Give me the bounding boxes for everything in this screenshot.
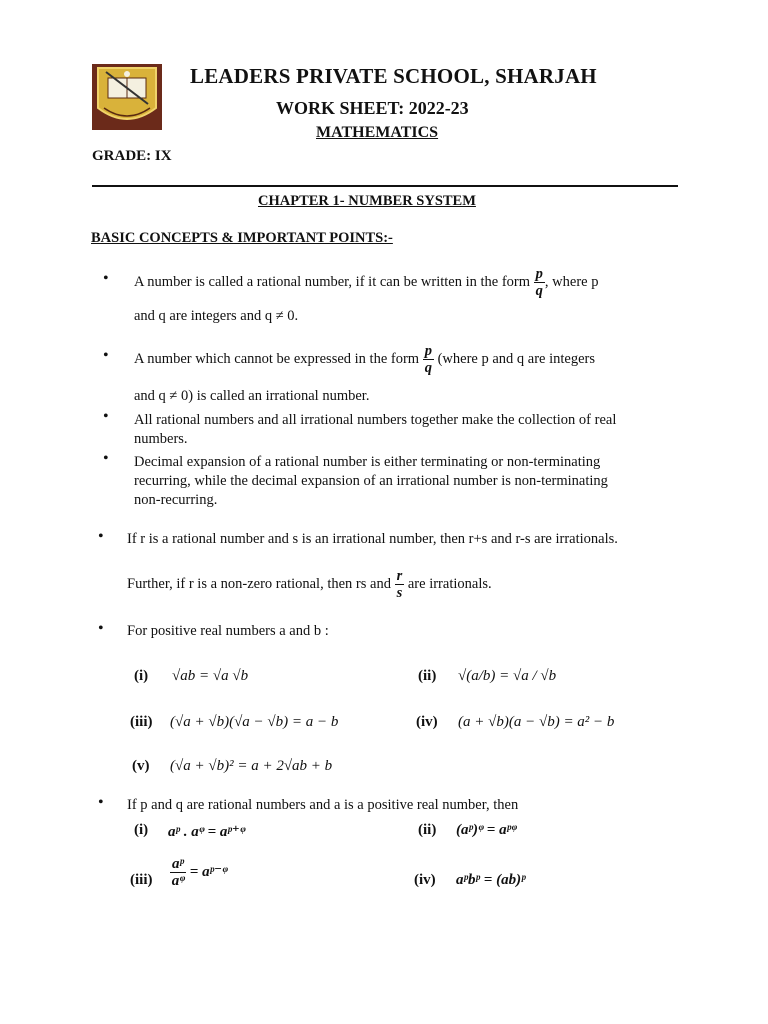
law-expression: aᵖ . aᵠ = aᵖ⁺ᵠ bbox=[168, 824, 245, 840]
point-text: and q are integers and q ≠ 0. bbox=[134, 308, 299, 324]
point-text: non-recurring. bbox=[134, 492, 218, 508]
law-quotient bbox=[170, 856, 227, 889]
identity-label: (i) bbox=[134, 668, 149, 684]
school-logo bbox=[92, 64, 162, 130]
point-text: For positive real numbers a and b : bbox=[127, 623, 329, 639]
identity-label: (v) bbox=[132, 758, 150, 774]
point-text: All rational numbers and all irrational numbers together make the collection of real bbox=[134, 412, 617, 428]
identity-label: (iii) bbox=[130, 714, 153, 730]
fraction-p-over-q bbox=[534, 266, 545, 299]
bullet-icon: • bbox=[103, 270, 109, 287]
bullet-icon: • bbox=[98, 528, 104, 545]
fraction-denominator: s bbox=[396, 585, 403, 601]
chapter-title: CHAPTER 1- NUMBER SYSTEM bbox=[258, 193, 476, 209]
identity-expression: √ab = √a √b bbox=[172, 668, 249, 684]
point-text: are irrationals. bbox=[407, 575, 492, 592]
law-label: (iv) bbox=[414, 872, 436, 888]
point-rational-definition bbox=[134, 266, 598, 299]
section-title: BASIC CONCEPTS & IMPORTANT POINTS:- bbox=[91, 230, 393, 246]
point-text: numbers. bbox=[134, 431, 188, 447]
point-text: , where p bbox=[544, 273, 599, 290]
bullet-icon: • bbox=[103, 347, 109, 364]
subject-title: MATHEMATICS bbox=[316, 124, 439, 141]
grade-label: GRADE: IX bbox=[92, 148, 172, 164]
point-text: Decimal expansion of a rational number is either terminating or non-terminating bbox=[134, 454, 601, 470]
fraction-a-powers bbox=[170, 856, 186, 889]
fraction-r-over-s bbox=[395, 568, 405, 601]
fraction-p-over-q bbox=[423, 343, 434, 376]
point-text: If p and q are rational numbers and a is a positive real number, then bbox=[127, 797, 519, 813]
fraction-numerator: r bbox=[396, 568, 403, 584]
fraction-numerator: p bbox=[424, 343, 432, 359]
law-label: (iii) bbox=[130, 872, 153, 888]
law-expression: = aᵖ⁻ᵠ bbox=[189, 863, 228, 880]
identity-label: (ii) bbox=[418, 668, 437, 684]
law-label: (ii) bbox=[418, 822, 437, 838]
point-text: A number is called a rational number, if it can be written in the form bbox=[134, 273, 531, 290]
identity-expression: √(a/b) = √a / √b bbox=[458, 668, 557, 684]
law-expression: aᵖbᵖ = (ab)ᵖ bbox=[456, 872, 526, 888]
law-expression: (aᵖ)ᵠ = aᵖᵠ bbox=[456, 822, 517, 838]
identity-expression: (√a + √b)(√a − √b) = a − b bbox=[170, 714, 339, 730]
fraction-denominator: q bbox=[424, 360, 432, 376]
point-text: If r is a rational number and s is an irrational number, then r+s and r-s are irrationals. bbox=[127, 531, 618, 547]
identity-expression: (a + √b)(a − √b) = a² − b bbox=[458, 714, 615, 730]
point-rs-irrational bbox=[127, 568, 492, 601]
fraction-denominator: q bbox=[535, 283, 543, 299]
fraction-numerator: p bbox=[535, 266, 543, 282]
fraction-numerator: aᵖ bbox=[172, 856, 185, 872]
fraction-denominator: aᵠ bbox=[171, 873, 185, 889]
header-divider bbox=[92, 185, 678, 187]
bullet-icon: • bbox=[103, 450, 109, 467]
point-irrational-definition bbox=[134, 343, 595, 376]
point-text: (where p and q are integers bbox=[437, 350, 596, 367]
bullet-icon: • bbox=[98, 620, 104, 637]
law-label: (i) bbox=[134, 822, 149, 838]
identity-expression: (√a + √b)² = a + 2√ab + b bbox=[170, 758, 333, 774]
identity-label: (iv) bbox=[416, 714, 438, 730]
school-name: LEADERS PRIVATE SCHOOL, SHARJAH bbox=[190, 64, 597, 88]
point-text: recurring, while the decimal expansion of an irrational number is non-terminating bbox=[134, 473, 608, 489]
bullet-icon: • bbox=[103, 408, 109, 425]
point-text: and q ≠ 0) is called an irrational number. bbox=[134, 388, 370, 404]
point-text: Further, if r is a non-zero rational, then rs and bbox=[127, 575, 391, 592]
bullet-icon: • bbox=[98, 794, 104, 811]
point-text: A number which cannot be expressed in the form bbox=[134, 350, 420, 367]
worksheet-title: WORK SHEET: 2022-23 bbox=[276, 98, 469, 118]
